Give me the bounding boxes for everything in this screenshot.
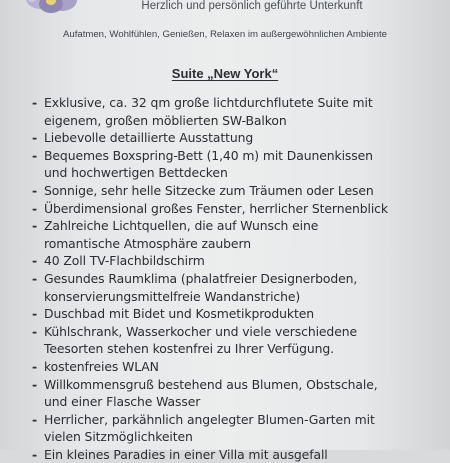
feature-item bbox=[32, 358, 442, 376]
feature-line: Gesundes Raumklima (phalatfreier Designerboden, bbox=[44, 270, 358, 286]
feature-line: kostenfreies WLAN bbox=[44, 358, 159, 374]
feature-line: Zahlreiche Lichtquellen, die auf Wunsch eine bbox=[44, 218, 319, 234]
feature-line: eigenem, großen möblierten SW-Balkon bbox=[44, 112, 287, 128]
ambient-subtitle: Aufatmen, Wohlfühlen, Genießen, Relaxen im außergewöhnlichen Ambiente bbox=[62, 29, 388, 40]
feature-line: Liebevolle detaillierte Ausstattung bbox=[44, 130, 254, 146]
feature-line: und einer Flasche Wasser bbox=[44, 394, 201, 410]
feature-item bbox=[32, 147, 442, 182]
feature-item bbox=[32, 182, 442, 200]
suite-title-text: Suite „New York“ bbox=[171, 66, 279, 81]
feature-line: Sonnige, sehr helle Sitzecke zum Träumen oder Lesen bbox=[44, 182, 374, 198]
feature-item bbox=[32, 217, 442, 252]
feature-item bbox=[32, 94, 442, 129]
feature-line: Ein kleines Paradies in einer Villa mit ausgefall bbox=[44, 446, 328, 462]
feature-line: 40 Zoll TV-Flachbildschirm bbox=[44, 253, 205, 269]
feature-line: Kühlschrank, Wasserkocher und viele verschiedene bbox=[44, 323, 357, 339]
feature-line: und hochwertigen Bettdecken bbox=[44, 165, 228, 181]
feature-line: Exklusive, ca. 32 qm große lichtdurchflutete Suite mit bbox=[44, 95, 373, 110]
feature-line: Bequemes Boxspring-Bett (1,40 m) mit Daunenkissen bbox=[44, 147, 373, 163]
suite-title bbox=[0, 66, 450, 81]
header-tagline: Herzlich und persönlich geführte Unterkunft bbox=[141, 0, 363, 12]
feature-item bbox=[32, 323, 442, 358]
feature-item bbox=[32, 411, 442, 446]
feature-line: Willkommensgruß bestehend aus Blumen, Obstschale, bbox=[44, 376, 378, 392]
feature-item bbox=[32, 305, 442, 323]
feature-item bbox=[32, 129, 442, 147]
feature-line: Teesorten stehen kostenfrei zu Ihrer Verfügung. bbox=[44, 341, 335, 357]
feature-item bbox=[32, 252, 442, 270]
feature-line: Duschbad mit Bidet und Kosmetikprodukten bbox=[44, 306, 315, 322]
feature-line: Herrlicher, parkähnlich angelegter Blumen-Garten mit bbox=[44, 411, 375, 427]
feature-item bbox=[32, 446, 442, 463]
feature-line: Überdimensional großes Fenster, herrlicher Sternenblick bbox=[44, 200, 388, 216]
feature-item bbox=[32, 200, 442, 218]
feature-line: vielen Sitzmöglichkeiten bbox=[44, 429, 193, 445]
feature-list bbox=[32, 94, 442, 463]
flower-decoration bbox=[18, 0, 88, 15]
feature-line: konservierungsmittelfreie Wandanstriche) bbox=[44, 288, 301, 304]
feature-item bbox=[32, 376, 442, 411]
feature-line: romantische Atmosphäre zaubern bbox=[44, 235, 251, 251]
feature-item bbox=[32, 270, 442, 305]
